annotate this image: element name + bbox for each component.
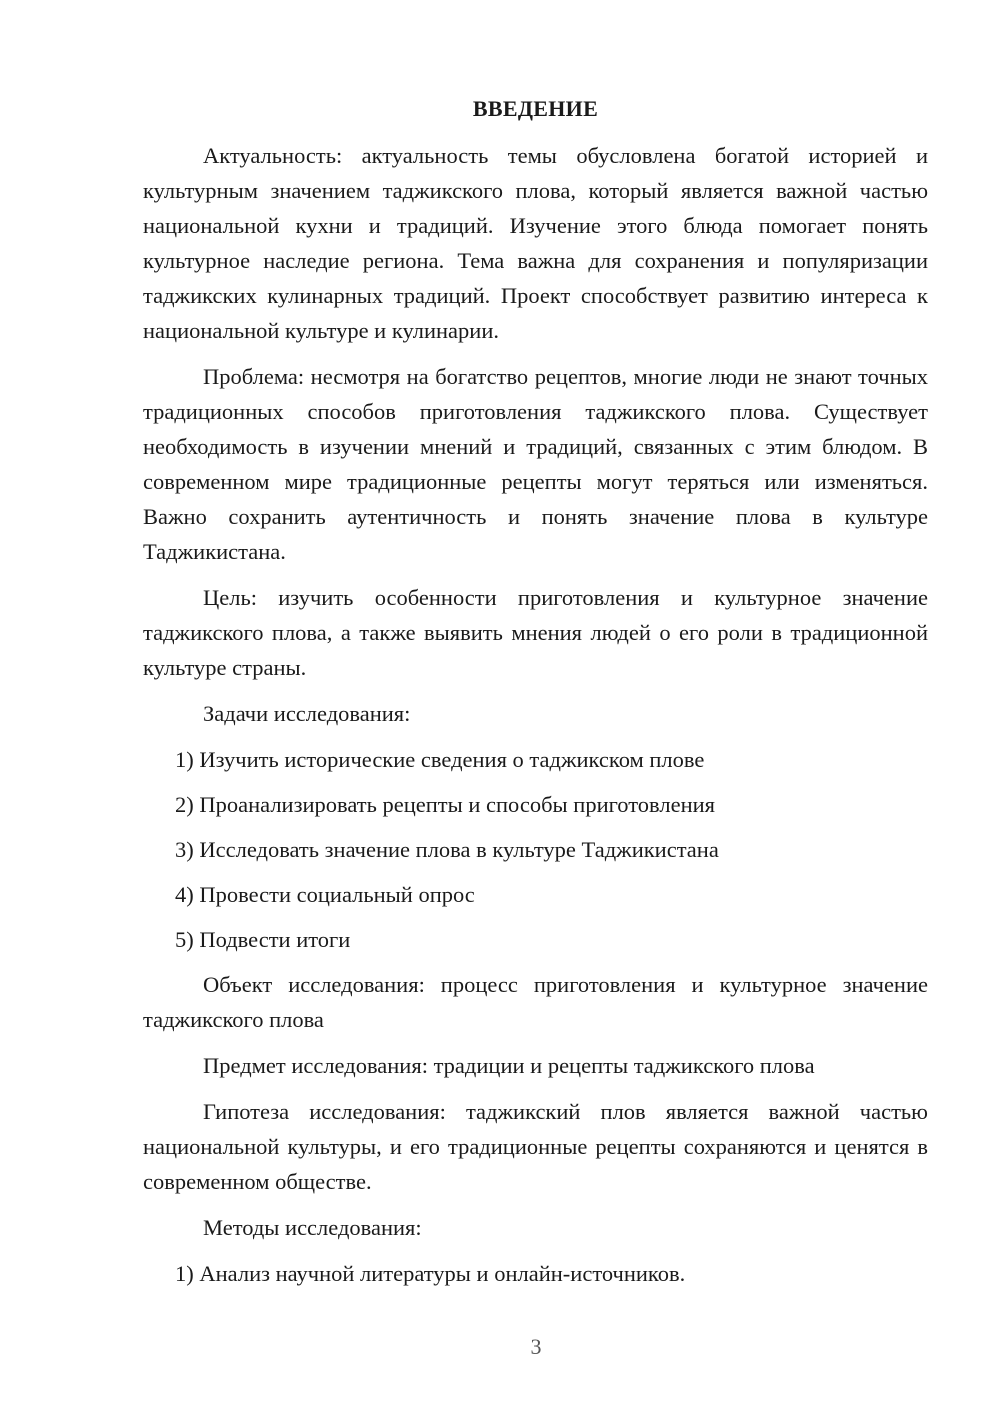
- object-paragraph: Объект исследования: процесс приготовления и культурное значение таджикского плова: [143, 972, 928, 1032]
- section-heading: ВВЕДЕНИЕ: [472, 96, 599, 121]
- task-item-1: 1) Изучить исторические сведения о таджикском плове: [175, 747, 705, 772]
- tasks-label: Задачи исследования:: [203, 701, 411, 726]
- hypothesis-paragraph: Гипотеза исследования: таджикский плов является важной частью национальной культуры, и его традиционные рецепты сохраняются и ценятся в современном обществе.: [143, 1099, 928, 1194]
- methods-list: [143, 1256, 928, 1291]
- task-item-4: 4) Провести социальный опрос: [175, 882, 475, 907]
- page-content: [143, 94, 928, 1301]
- method-item-1: 1) Анализ научной литературы и онлайн-источников.: [175, 1261, 686, 1286]
- task-item-3: 3) Исследовать значение плова в культуре Таджикистана: [175, 837, 719, 862]
- goal-paragraph: Цель: изучить особенности приготовления и культурное значение таджикского плова, а также выявить мнения людей о его роли в традиционной культуре страны.: [143, 585, 928, 680]
- problem-paragraph: Проблема: несмотря на богатство рецептов, многие люди не знают точных традиционных способов приготовления таджикского плова. Существует необходимость в изучении мнений и традиций, связанных с этим блюдом. В современном мире традиционные рецепты могут теряться или изменяться. Важно сохранить аутентичность и понять значение плова в культуре Таджикистана.: [143, 364, 928, 564]
- tasks-list: [143, 742, 928, 957]
- task-item-5: 5) Подвести итоги: [175, 927, 351, 952]
- methods-label: Методы исследования:: [203, 1215, 422, 1240]
- page-number: 3: [530, 1334, 542, 1359]
- relevance-paragraph: Актуальность: актуальность темы обусловлена богатой историей и культурным значением таджикского плова, который является важной частью национальной кухни и традиций. Изучение этого блюда помогает понять культурное наследие региона. Тема важна для сохранения и популяризации таджикских кулинарных традиций. Проект способствует развитию интереса к национальной культуре и кулинарии.: [143, 143, 928, 343]
- subject-paragraph: Предмет исследования: традиции и рецепты таджикского плова: [203, 1053, 815, 1078]
- task-item-2: 2) Проанализировать рецепты и способы приготовления: [175, 792, 715, 817]
